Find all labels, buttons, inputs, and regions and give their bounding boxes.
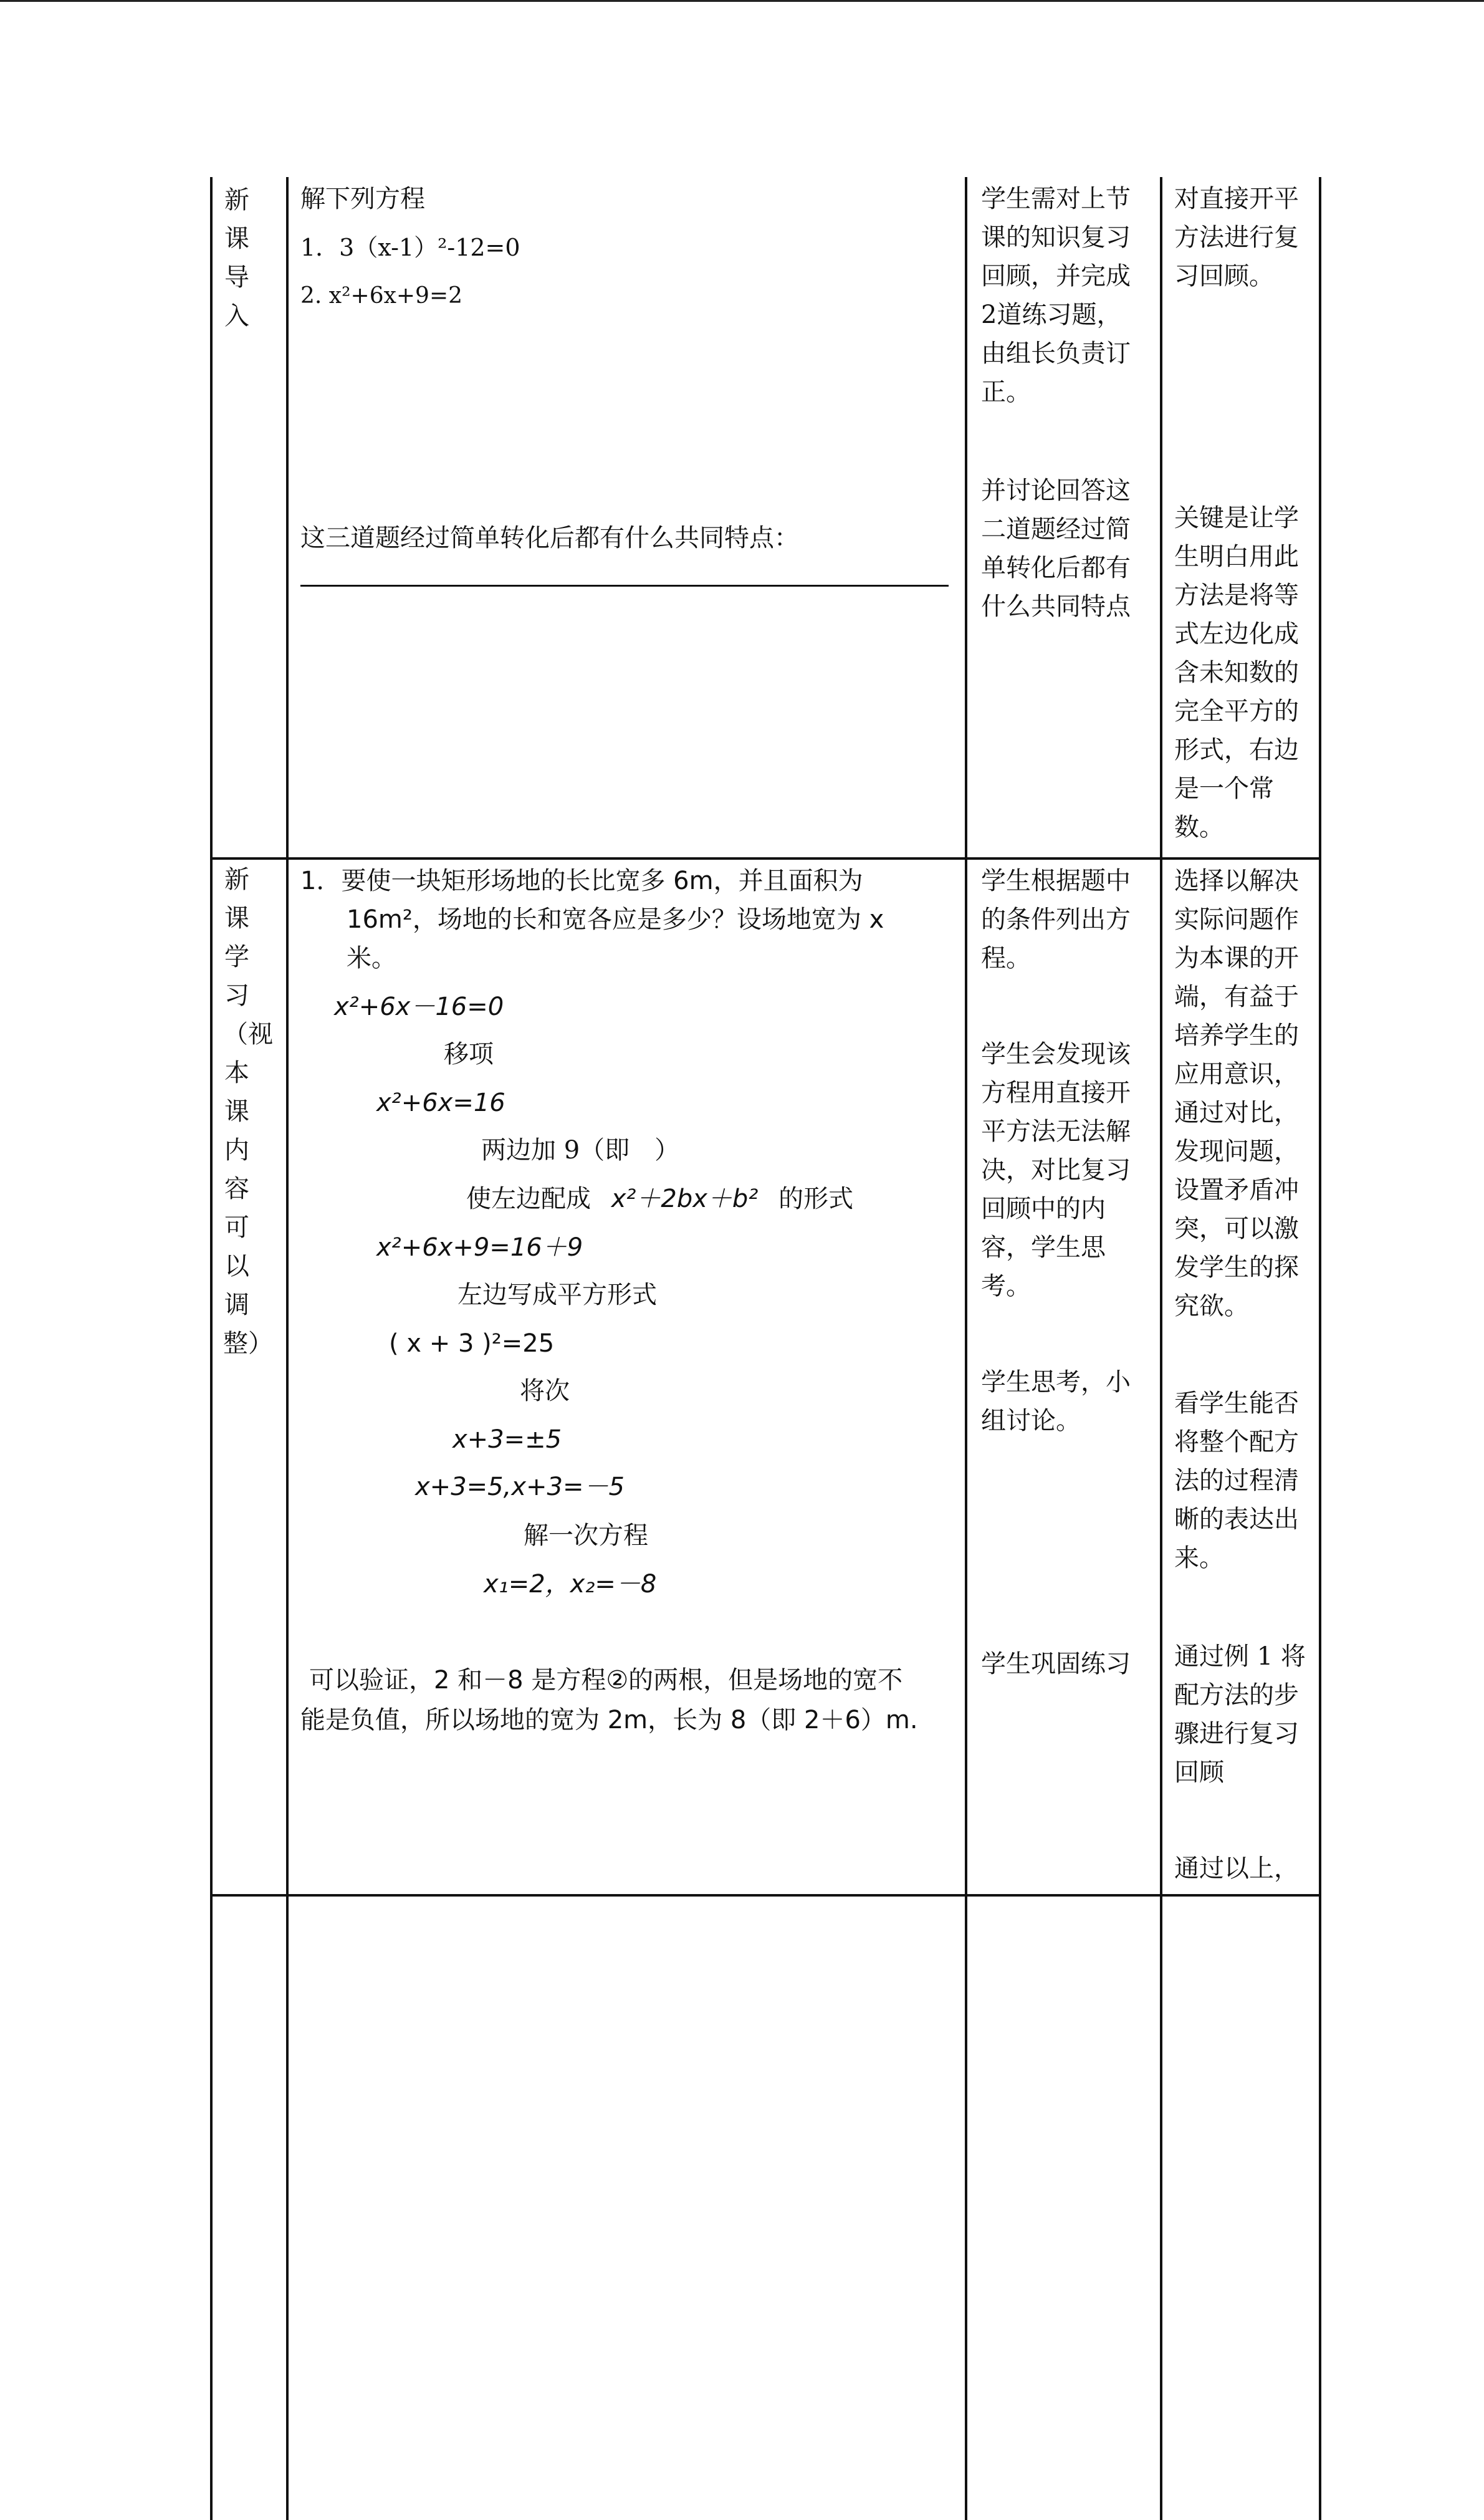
design-intent-4: 看学生能否将整个配方法的过程清晰的表达出来。 — [1174, 1389, 1299, 1572]
exercise-heading: 解下列方程 — [300, 185, 425, 213]
table-border-col2 — [965, 177, 967, 2520]
answer-blank-line — [300, 585, 949, 587]
table-border-right — [1319, 177, 1321, 2520]
step-note-square-form: 左边写成平方形式 — [457, 1281, 657, 1309]
row-label-text: 新课学习（视本课内容可以调整） — [223, 865, 273, 1358]
equation-1: 1．3（x-1）²-12=0 — [300, 234, 520, 261]
student-activity-2: 并讨论回答这二道题经过简单转化后都有什么共同特点 — [981, 476, 1131, 621]
step-equation-3: x²+6x+9=16＋9 — [376, 1233, 583, 1262]
step-note-text: 的形式 — [778, 1185, 854, 1213]
table-row-divider — [210, 857, 1321, 860]
student-activity-5: 学生思考，小组讨论。 — [981, 1368, 1131, 1435]
design-intent-3: 选择以解决实际问题作为本课的开端，有益于培养学生的应用意识，通过对比，发现问题，设置矛盾冲突，可以激发学生的探究欲。 — [1174, 867, 1299, 1320]
student-activity-3: 学生根据题中的条件列出方程。 — [981, 867, 1131, 973]
step-note-add-9: 两边加 9（即 ） — [481, 1136, 680, 1165]
problem-line-1: 1．要使一块矩形场地的长比宽多 6m，并且面积为 — [300, 867, 863, 895]
table-border-col3 — [1160, 177, 1162, 2520]
row-label-new-lesson — [212, 860, 273, 1363]
page-top-border — [0, 0, 1484, 2]
step-equation-6: x+3=5,x+3=－5 — [415, 1473, 625, 1501]
student-activity-4: 学生会发现该方程用直接开平方法无法解决，对比复习回顾中的内容，学生思考。 — [981, 1040, 1131, 1301]
row-label-intro — [212, 181, 262, 335]
step-equation-4: ( x + 3 )²=25 — [389, 1329, 555, 1358]
common-feature-question: 这三道题经过简单转化后都有什么共同特点： — [300, 524, 799, 552]
student-activity-6: 学生巩固练习 — [981, 1650, 1131, 1678]
equation-2: 2. x²+6x+9=2 — [300, 283, 463, 309]
step-equation-1: x²+6x－16=0 — [334, 993, 504, 1021]
design-intent-6: 通过以上， — [1174, 1854, 1299, 1883]
verification-line-1: 可以验证，2 和－8 是方程②的两根，但是场地的宽不 — [309, 1666, 903, 1695]
design-intent-1: 对直接开平方法进行复习回顾。 — [1174, 185, 1299, 291]
design-intent-2: 关键是让学生明白用此方法是将等式左边化成含未知数的完全平方的形式，右边是一个常数。 — [1174, 504, 1299, 842]
step-solution: x₁=2，x₂=－8 — [484, 1570, 657, 1599]
step-equation-5: x+3=±5 — [452, 1425, 562, 1454]
square-form-expression: x²＋2bx＋b² — [611, 1185, 759, 1213]
student-activity-1: 学生需对上节课的知识复习回顾，并完成2道练习题，由组长负责订正。 — [981, 185, 1131, 406]
verification-line-2: 能是负值，所以场地的宽为 2m，长为 8（即 2＋6）m. — [300, 1706, 918, 1734]
row-label-text: 新课导入 — [224, 186, 249, 330]
step-note-root: 将次 — [520, 1377, 570, 1405]
step-note-move-terms: 移项 — [444, 1040, 494, 1069]
problem-line-3: 米。 — [347, 944, 396, 973]
design-intent-5: 通过例 1 将配方法的步骤进行复习回顾 — [1174, 1642, 1306, 1787]
step-note-complete-square — [466, 1180, 853, 1218]
table-border-bottom — [210, 1894, 1321, 1897]
step-equation-2: x²+6x=16 — [376, 1089, 505, 1117]
step-note-text: 使左边配成 — [466, 1185, 591, 1213]
step-note-linear: 解一次方程 — [524, 1521, 648, 1550]
table-border-col1 — [286, 177, 289, 2520]
problem-line-2: 16m²，场地的长和宽各应是多少？设场地宽为 x — [347, 905, 884, 934]
